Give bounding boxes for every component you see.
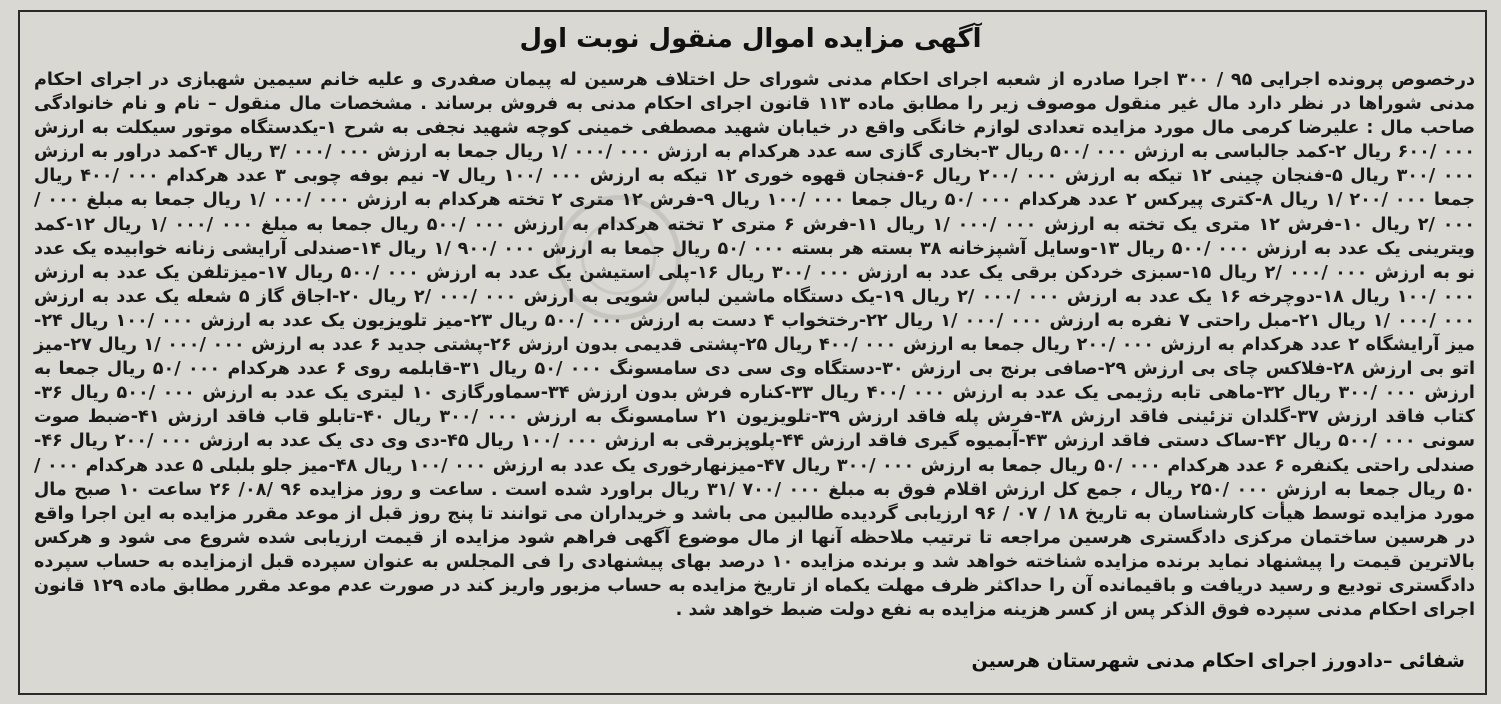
notice-body: درخصوص پرونده اجرایی ۹۵ / ۳۰۰ اجرا صادره از شعبه اجرای احکام مدنی شورای حل اختلاف هرسین له پیمان صفدری و علیه خانم سیمین شهبازی در اجرای احکام مدنی شوراها در نظر دارد مال غیر منقول موصوف زیر را مطابق ماده ۱۱۳ قانون اجرای احکام مدنی به فروش برساند . مشخصات مال منقول – نام و نام خانوادگی صاحب مال : علیرضا کرمی مال مورد مزایده تعدادی لوازم خانگی واقع در خیابان شهید مصطفی خمینی کوچه شهید نجفی به شرح ۱-یکدستگاه موتور سیکلت به ارزش ۰۰۰ /۶۰۰ ریال ۲-کمد جالباسی به ارزش ۰۰۰ /۵۰۰ ریال ۳-بخاری گازی سه عدد هرکدام به ارزش ۰۰۰ /۰۰۰ /۱ ریال جمعا به ارزش ۰۰۰ /۰۰۰ /۳ ریال ۴-کمد دراور به ارزش ۰۰۰ /۳۰۰ ریال ۵-فنجان چینی ۱۲ تیکه به ارزش ۰۰۰ /۲۰۰ ریال ۶-فنجان قهوه خوری ۱۲ تیکه به ارزش ۰۰۰ /۱۰۰ ریال ۷- نیم بوفه چوبی ۳ عدد هرکدام ۰۰۰ /۴۰۰ ریال جمعا ۰۰۰ /۲۰۰ /۱ ریال ۸-کتری پیرکس ۲ عدد هرکدام ۰۰۰ /۵۰ ریال جمعا ۰۰۰ /۱۰۰ ریال ۹-فرش ۱۲ متری ۲ تخته هرکدام به ارزش ۰۰۰ /۰۰۰ /۱ ریال جمعا به مبلغ ۰۰۰ /۰۰۰ /۲ ریال ۱۰-فرش ۱۲ متری یک تخته به ارزش ۰۰۰ /۰۰۰ /۱ ریال ۱۱-فرش ۶ متری ۲ تخته هرکدام به ارزش ۰۰۰ /۵۰۰ ریال جمعا به مبلغ ۰۰۰ /۰۰۰ /۱ ریال ۱۲-کمد ویترینی یک عدد به ارزش ۰۰۰ /۵۰۰ ریال ۱۳-وسایل آشپزخانه ۳۸ بسته هر بسته ۰۰۰ /۵۰ ریال جمعا به ارزش ۰۰۰ /۹۰۰ /۱ ریال ۱۴-صندلی آرایشی زنانه خوابیده یک عدد نو به ارزش ۰۰۰ /۰۰۰ /۲ ریال ۱۵-سبزی خردکن برقی یک عدد به ارزش ۰۰۰ /۳۰۰ ریال ۱۶-پلی استیشن یک عدد به ارزش ۰۰۰ /۵۰۰ ریال ۱۷-میزتلفن یک عدد به ارزش ۰۰۰ /۱۰۰ ریال ۱۸-دوچرخه ۱۶ یک عدد به ارزش ۰۰۰ /۰۰۰ /۲ ریال ۱۹-یک دستگاه ماشین لباس شویی به ارزش ۰۰۰ /۰۰۰ /۲ ریال ۲۰-اجاق گاز ۵ شعله یک عدد به ارزش ۰۰۰ /۰۰۰ /۱ ریال ۲۱-مبل راحتی ۷ نفره به ارزش ۰۰۰ /۰۰۰ /۱ ریال ۲۲-رختخواب ۴ دست به ارزش ۰۰۰ /۵۰۰ ریال ۲۳-میز تلویزیون یک عدد به ارزش ۰۰۰ /۱۰۰ ریال ۲۴-میز آرایشگاه ۲ عدد هرکدام به ارزش ۰۰۰ /۲۰۰ ریال جمعا به ارزش ۰۰۰ /۴۰۰ ریال ۲۵-پشتی قدیمی بدون ارزش ۲۶-پشتی جدید ۶ عدد به ارزش ۰۰۰ /۰۰۰ /۱ ریال ۲۷-میز اتو بی ارزش ۲۸-فلاکس چای بی ارزش ۲۹-صافی برنج بی ارزش ۳۰-دستگاه وی سی دی سامسونگ ۰۰۰ /۵۰ ریال ۳۱-قابلمه روی ۶ عدد هرکدام ۰۰۰ /۵۰ ریال جمعا به ارزش ۰۰۰ /۳۰۰ ریال ۳۲-ماهی تابه رژیمی یک عدد به ارزش ۰۰۰ /۴۰۰ ریال ۳۳-کناره فرش بدون ارزش ۳۴-سماورگازی ۱۰ لیتری یک عدد به ارزش ۰۰۰ /۵۰۰ ریال ۳۶-کتاب فاقد ارزش ۳۷-گلدان تزئینی فاقد ارزش ۳۸-فرش پله فاقد ارزش ۳۹-تلویزیون ۲۱ سامسونگ به ارزش ۰۰۰ /۳۰۰ ریال ۴۰-تابلو قاب فاقد ارزش ۴۱-ضبط صوت سونی ۰۰۰ /۵۰۰ ریال ۴۲-ساک دستی فاقد ارزش ۴۳-آبمیوه گیری فاقد ارزش ۴۴-پلوپزبرقی به ارزش ۰۰۰ /۱۰۰ ریال ۴۵-دی وی دی یک عدد به ارزش ۰۰۰ /۲۰۰ ریال ۴۶-صندلی راحتی یکنفره ۶ عدد هرکدام ۰۰۰ /۵۰ ریال جمعا به ارزش ۰۰۰ /۳۰۰ ریال ۴۷-میزنهارخوری یک عدد به ارزش ۰۰۰ /۱۰۰ ریال ۴۸-میز جلو بلبلی ۵ عدد هرکدام ۰۰۰ /۵۰ ریال جمعا به ارزش ۰۰۰ /۲۵۰ ریال ، جمع کل ارزش اقلام فوق به مبلغ ۰۰۰ /۷۰۰ /۳۱ ریال براورد شده است . ساعت و روز مزایده ۹۶ /۰۸/ ۲۶ ساعت ۱۰ صبح مال مورد مزایده توسط هیأت کارشناسان به تاریخ ۱۸ / ۰۷ / ۹۶ ارزیابی گردیده طالبین می باشد و خریداران می توانند تا پنج روز قبل از موعد مقرر مزایده به این اجرا واقع در هرسین ساختمان مرکزی دادگستری هرسین مراجعه تا ترتیب ملاحظه آنها از مال موضوع آگهی فراهم شود مزایده از قیمت ارزیابی شده شروع می شود و هرکس بالاترین قیمت را پیشنهاد نماید برنده مزایده شناخته خواهد شد و برنده مزایده ۱۰ درصد بهای پیشنهادی را فی المجلس به عنوان سپرده قبل ازمزایده به حساب سپرده دادگستری تودیع و رسید دریافت و باقیمانده آن را حداکثر ظرف مهلت یکماه از تاریخ مزایده به حساب مزبور واریز کند در صورت عدم موعد مقرر مطابق ماده ۱۲۹ قانون اجرای احکام مدنی سپرده فوق الذکر پس از کسر هزینه مزایده به نفع دولت ضبط خواهد شد . bbox=[34, 70, 1476, 621]
notice-title: آگهی مزایده اموال منقول نوبت اول bbox=[519, 24, 982, 54]
notice-signature: شفائی –دادورز اجرای احکام مدنی شهرستان هرسین bbox=[971, 650, 1465, 672]
